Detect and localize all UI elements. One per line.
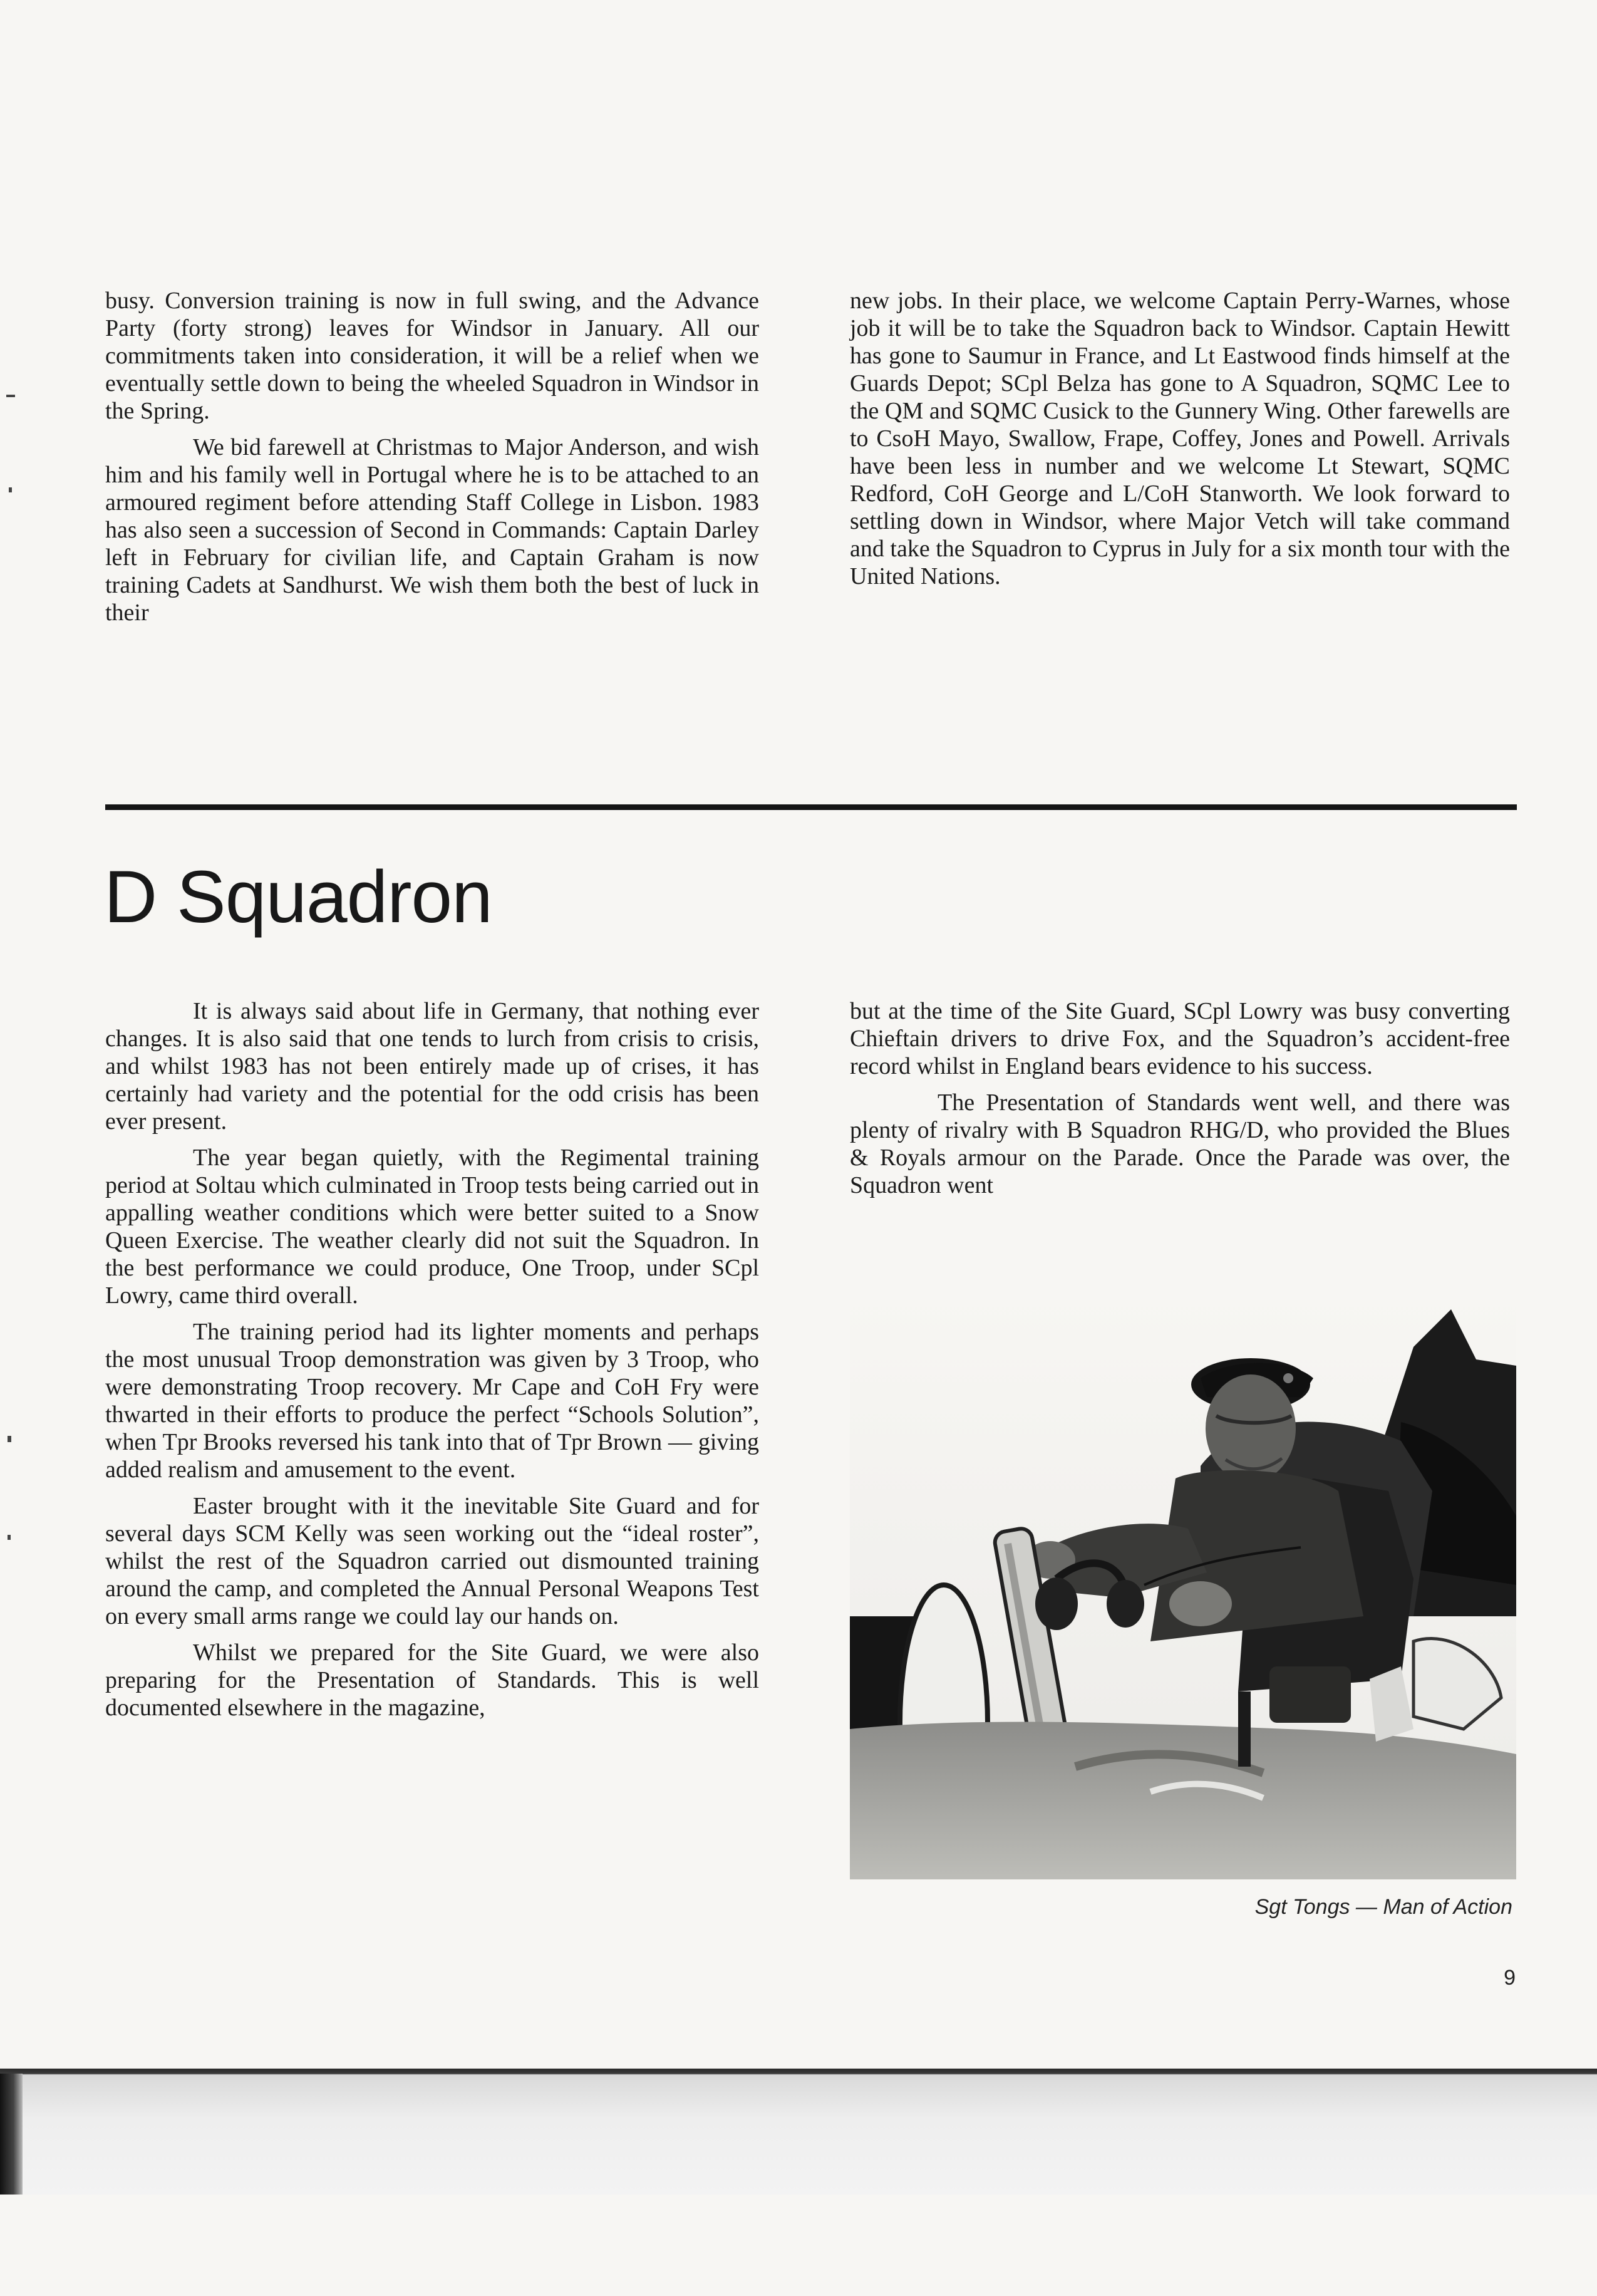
d-squadron-left-column — [105, 997, 759, 1730]
article-paragraph: We bid farewell at Christmas to Major Anderson, and wish him and his family well in Portugal where he is to be attached to an armoured regiment before attending Staff College in Lisbon. 1983 has also seen a succession of Second in Commands: Captain Darley left in February for civilian life, and Captain Graham is now training Cadets at Sandhurst. We wish them both the best of luck in their — [105, 434, 759, 626]
page-number: 9 — [1504, 1966, 1516, 1990]
margin-mark — [8, 1436, 11, 1442]
continued-article-left-column — [105, 287, 759, 635]
photo-caption: Sgt Tongs — Man of Action — [1254, 1895, 1512, 1919]
continued-article-right-column — [850, 287, 1510, 599]
section-title: D Squadron — [104, 856, 492, 938]
margin-mark — [6, 395, 15, 397]
article-paragraph: Easter brought with it the inevitable Site Guard and for several days SCM Kelly was seen working out the “ideal roster”, whilst the rest of the Squadron carried out dismounted training around the camp, and completed the Annual Personal Weapons Test on every small arms range we could lay our hands on. — [105, 1493, 759, 1629]
article-paragraph: The year began quietly, with the Regimental training period at Soltau which culminated in Troop tests being carried out in appalling weather conditions which were better suited to a Snow Queen Exercise. The weather clearly did not suit the Squadron. In the best performance we could produce, One Troop, under SCpl Lowry, came third overall. — [105, 1145, 759, 1309]
article-paragraph: It is always said about life in Germany, that nothing ever changes. It is also said that one tends to lurch from crisis to crisis, and whilst 1983 has not been entirely made up of crises, it has certainly had variety and the potential for the odd crisis has been ever present. — [105, 998, 759, 1135]
article-paragraph: The Presentation of Standards went well, and there was plenty of rivalry with B Squadron RHG/D, who provided the Blues & Royals armour on the Parade. Once the Parade was over, the Squadron went — [850, 1089, 1510, 1198]
article-paragraph: new jobs. In their place, we welcome Captain Perry-Warnes, whose job it will be to take the Squadron back to Windsor. Captain Hewitt has gone to Saumur in France, and Lt Eastwood finds himself at the Guards Depot; SCpl Belza has gone to A Squadron, SQMC Lee to the QM and SQMC Cusick to the Gunnery Wing. Other farewells are to CsoH Mayo, Swallow, Frape, Coffey, Jones and Powell. Arrivals have been less in number and we welcome Lt Stewart, SQMC Redford, CoH George and L/CoH Stanworth. We look forward to settling down in Windsor, where Major Vetch will take command and take the Squadron to Cyprus in July for a six month tour with the United Nations. — [850, 288, 1510, 590]
binding-edge — [0, 2074, 23, 2195]
margin-mark — [8, 1535, 11, 1540]
d-squadron-right-column — [850, 997, 1510, 1208]
article-paragraph: The training period had its lighter moments and perhaps the most unusual Troop demonstration was given by 3 Troop, who were demonstrating Troop recovery. Mr Cape and CoH Fry were thwarted in their efforts to produce the perfect “Schools Solution”, when Tpr Brooks reversed his tank into that of Tpr Brown — giving added realism and amusement to the event. — [105, 1319, 759, 1483]
section-divider — [105, 804, 1517, 810]
article-paragraph: but at the time of the Site Guard, SCpl Lowry was busy converting Chieftain drivers to drive Fox, and the Squadron’s accident-free record whilst in England bears evidence to his success. — [850, 998, 1510, 1079]
article-paragraph: Whilst we prepared for the Site Guard, we were also preparing for the Presentation of Standards. This is well documented elsewhere in the magazine, — [105, 1639, 759, 1721]
article-paragraph: busy. Conversion training is now in full swing, and the Advance Party (forty strong) leaves for Windsor in January. All our commitments taken into consideration, it will be a relief when we eventually settle down to being the wheeled Squadron in Windsor in the Spring. — [105, 288, 759, 424]
page-bottom-shadow — [0, 2069, 1597, 2195]
margin-mark — [9, 487, 12, 492]
